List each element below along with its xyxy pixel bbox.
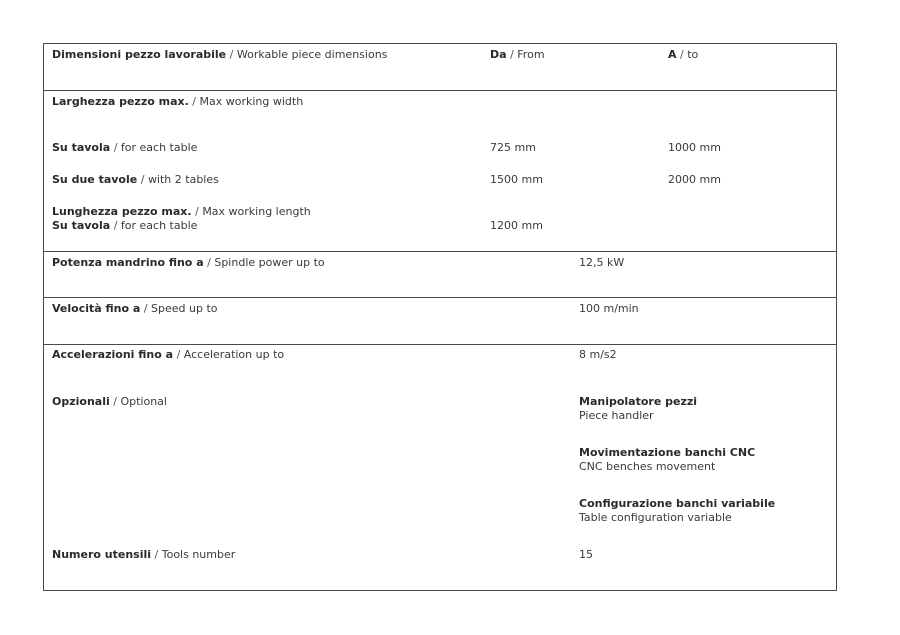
optional-label: Opzionali / Optional [52,395,167,408]
row-divider [43,90,837,91]
row-divider [43,251,837,252]
two-tables-label: Su due tavole / with 2 tables [52,173,219,186]
max-width-title: Larghezza pezzo max. / Max working width [52,95,304,108]
length-per-table-label: Su tavola / for each table [52,219,198,232]
header-from-label: Da / From [490,48,545,61]
optional-item [579,395,697,423]
optional-item-subtitle: Piece handler [579,409,654,422]
optional-item-subtitle: Table configuration variable [579,511,732,524]
two-tables-from-value: 1500 mm [490,173,543,186]
two-tables-to-value: 2000 mm [668,173,721,186]
per-table-to-value: 1000 mm [668,141,721,154]
spindle-power-value: 12,5 kW [579,256,625,269]
acceleration-value: 8 m/s2 [579,348,617,361]
row-divider [43,344,837,345]
length-per-table-value: 1200 mm [490,219,543,232]
speed-value: 100 m/min [579,302,639,315]
optional-item-subtitle: CNC benches movement [579,460,716,473]
optional-item [579,446,755,474]
max-length-title: Lunghezza pezzo max. / Max working length [52,205,311,218]
header-dimensions-label: Dimensioni pezzo lavorabile / Workable piece dimensions [52,48,388,61]
header-to-label: A / to [668,48,699,61]
per-table-from-value: 725 mm [490,141,536,154]
tools-number-label: Numero utensili / Tools number [52,548,236,561]
optional-item-title: Manipolatore pezzi [579,395,698,408]
per-table-label: Su tavola / for each table [52,141,198,154]
optional-item-title: Configurazione banchi variabile [579,497,776,510]
spindle-power-label: Potenza mandrino fino a / Spindle power up to [52,256,325,269]
speed-label: Velocità fino a / Speed up to [52,302,218,315]
optional-item [579,497,775,525]
acceleration-label: Accelerazioni fino a / Acceleration up to [52,348,285,361]
optional-item-title: Movimentazione banchi CNC [579,446,756,459]
row-divider [43,297,837,298]
tools-number-value: 15 [579,548,593,561]
